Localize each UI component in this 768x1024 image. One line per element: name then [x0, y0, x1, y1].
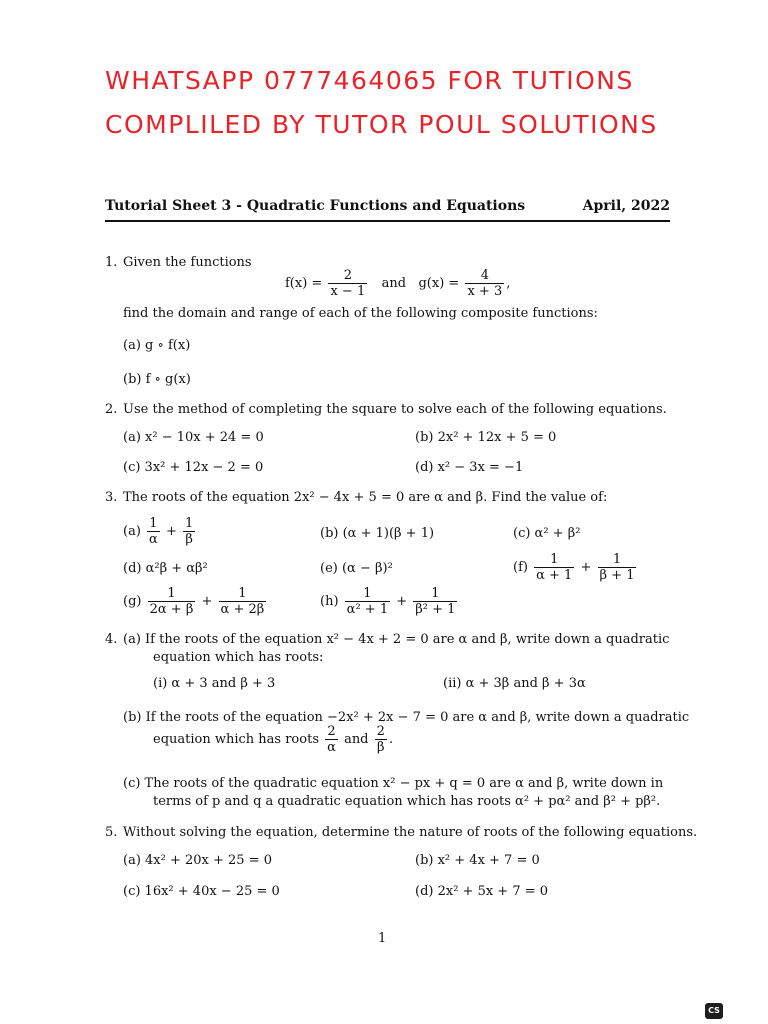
q3-part-e: (e) (α − β)² — [320, 561, 393, 576]
g-fraction: $\frac{4}{x + 3}$ — [467, 268, 503, 299]
q5-number: 5. — [105, 825, 118, 840]
q3-part-f: (f) $\frac{1}{\alpha + 1}$ + $\frac{1}{\beta + 1}$ — [513, 552, 635, 583]
q1-part-a: (a) g ∘ f(x) — [123, 338, 191, 353]
q4-number: 4. — [105, 632, 118, 647]
document-date: April, 2022 — [582, 198, 670, 214]
q5-part-b: (b) x² + 4x + 7 = 0 — [415, 853, 540, 868]
q3-part-c: (c) α² + β² — [513, 526, 581, 541]
q4-part-c-line1: (c) The roots of the quadratic equation x² − px + q = 0 are α and β, write down in — [123, 776, 664, 791]
q1-part-b: (b) f ∘ g(x) — [123, 372, 191, 387]
q5-part-d: (d) 2x² + 5x + 7 = 0 — [415, 884, 549, 899]
q4-part-b-line1: (b) If the roots of the equation −2x² + 2x − 7 = 0 are α and β, write down a quadratic — [123, 710, 690, 725]
watermark-banner-line1: WHATSAPP 0777464065 FOR TUTIONS — [105, 66, 634, 95]
q3-part-b: (b) (α + 1)(β + 1) — [320, 526, 435, 541]
f-fraction: $\frac{2}{x - 1}$ — [330, 268, 366, 299]
q3-number: 3. — [105, 490, 118, 505]
q5-part-a: (a) 4x² + 20x + 25 = 0 — [123, 853, 272, 868]
q2-part-a: (a) x² − 10x + 24 = 0 — [123, 430, 264, 445]
document-title: Tutorial Sheet 3 - Quadratic Functions and Equations — [105, 198, 526, 214]
q4-part-c-line2: terms of p and q a quadratic equation which has roots α² + pα² and β² + pβ². — [153, 794, 661, 809]
q1-functions: f(x) = $\frac{2}{x - 1}$ and g(x) = $\frac{4}{x + 3}$ , — [285, 268, 511, 299]
page-number: 1 — [378, 931, 387, 946]
q4-part-b-line2: equation which has roots $\frac{2}{\alpha}$ and $\frac{2}{\beta}$ . — [153, 724, 394, 755]
camscanner-badge-icon[interactable]: CS — [705, 1003, 723, 1019]
q3-part-g: (g) $\frac{1}{2\alpha + \beta}$ + $\frac{1}{\alpha + 2\beta}$ — [123, 586, 265, 617]
q4-part-a-i: (i) α + 3 and β + 3 — [153, 676, 276, 691]
q1-intro: Given the functions — [123, 255, 252, 270]
q4-part-a-ii: (ii) α + 3β and β + 3α — [443, 676, 586, 691]
document-header — [105, 198, 670, 214]
q3-part-d: (d) α²β + αβ² — [123, 561, 208, 576]
q2-text: Use the method of completing the square to solve each of the following equations. — [123, 402, 667, 417]
q2-part-b: (b) 2x² + 12x + 5 = 0 — [415, 430, 557, 445]
q2-number: 2. — [105, 402, 118, 417]
q3-part-h: (h) $\frac{1}{\text{α² + 1}}$ + $\frac{1}{\text{β² + 1}}$ — [320, 586, 456, 617]
q3-part-a: (a) $\frac{1}{\alpha}$ + $\frac{1}{\beta}$ — [123, 516, 194, 547]
q1-instruction: find the domain and range of each of the following composite functions: — [123, 306, 598, 321]
header-rule — [105, 220, 670, 222]
q3-text: The roots of the equation 2x² − 4x + 5 = 0 are α and β. Find the value of: — [123, 490, 608, 505]
q1-number: 1. — [105, 255, 118, 270]
q5-part-c: (c) 16x² + 40x − 25 = 0 — [123, 884, 280, 899]
watermark-banner-line2: COMPLILED BY TUTOR POUL SOLUTIONS — [105, 110, 658, 139]
q2-part-d: (d) x² − 3x = −1 — [415, 460, 524, 475]
q4-part-a-line1: (a) If the roots of the equation x² − 4x + 2 = 0 are α and β, write down a quadratic — [123, 632, 670, 647]
q4-part-a-line2: equation which has roots: — [153, 650, 324, 665]
q5-text: Without solving the equation, determine the nature of roots of the following equations. — [123, 825, 698, 840]
q2-part-c: (c) 3x² + 12x − 2 = 0 — [123, 460, 264, 475]
